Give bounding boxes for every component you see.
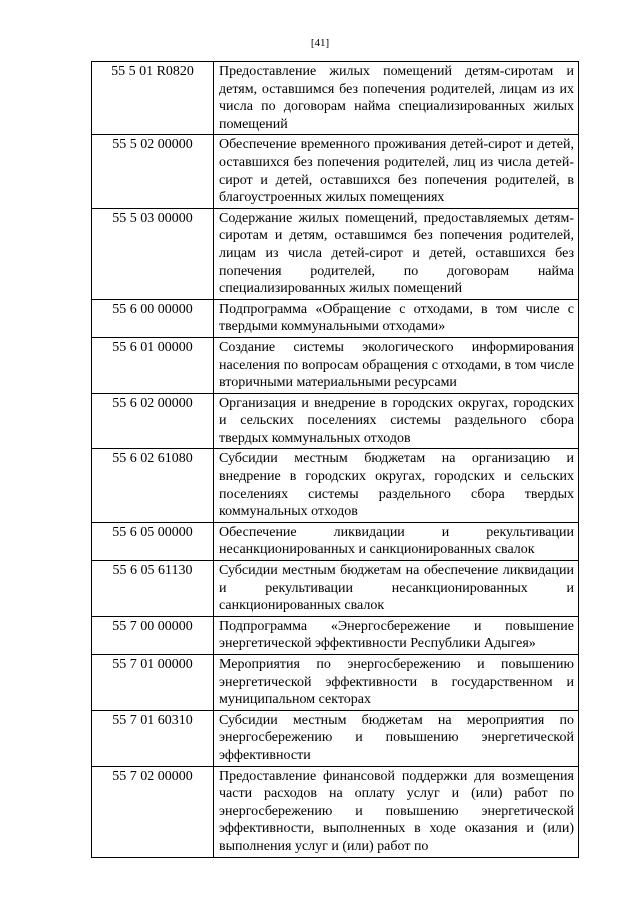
row-description: Организация и внедрение в городских округах, городских и сельских поселениях системы раздельного сбора твердых коммунальных отходов xyxy=(214,393,579,449)
row-code: 55 5 01 R0820 xyxy=(92,62,214,135)
table-row xyxy=(92,393,579,449)
row-code: 55 6 01 00000 xyxy=(92,337,214,393)
table-row xyxy=(92,449,579,522)
table-row xyxy=(92,655,579,711)
table-row xyxy=(92,337,579,393)
row-code: 55 6 02 00000 xyxy=(92,393,214,449)
row-description: Подпрограмма «Обращение с отходами, в том числе с твердыми коммунальными отходами» xyxy=(214,299,579,337)
table-row xyxy=(92,710,579,766)
row-code: 55 7 01 60310 xyxy=(92,710,214,766)
row-description: Создание системы экологического информирования населения по вопросам обращения с отходами, в том числе вторичными материальными ресурсами xyxy=(214,337,579,393)
row-description: Предоставление финансовой поддержки для возмещения части расходов на оплату услуг и (или) работ по энергосбережению и повышению энергетической эффективности, выполненных в ходе оказания и (или) выполнения услуг и (или) работ по xyxy=(214,766,579,857)
page-number: [41] xyxy=(310,37,330,49)
budget-codes-table xyxy=(91,61,579,858)
table-row xyxy=(92,616,579,654)
row-description: Обеспечение временного проживания детей-сирот и детей, оставшихся без попечения родителей, лиц из числа детей-сирот и детей, оставшихся без попечения родителей, в благоустроенных жилых помещениях xyxy=(214,135,579,208)
table-row xyxy=(92,299,579,337)
table-row xyxy=(92,561,579,617)
row-code: 55 6 02 61080 xyxy=(92,449,214,522)
table-row xyxy=(92,135,579,208)
row-description: Подпрограмма «Энергосбережение и повышение энергетической эффективности Республики Адыгея» xyxy=(214,616,579,654)
row-code: 55 7 00 00000 xyxy=(92,616,214,654)
row-description: Содержание жилых помещений, предоставляемых детям-сиротам и детям, оставшимся без попечения родителей, лицам из числа детей-сирот и детей, оставшихся без попечения родителей, по договорам найма специализированных жилых помещений xyxy=(214,208,579,299)
row-description: Предоставление жилых помещений детям-сиротам и детям, оставшимся без попечения родителей, лицам из их числа по договорам найма специализированных жилых помещений xyxy=(214,62,579,135)
row-description: Субсидии местным бюджетам на обеспечение ликвидации и рекультивации несанкционированных и санкционированных свалок xyxy=(214,561,579,617)
row-code: 55 5 02 00000 xyxy=(92,135,214,208)
row-code: 55 7 02 00000 xyxy=(92,766,214,857)
row-code: 55 6 05 61130 xyxy=(92,561,214,617)
row-description: Субсидии местным бюджетам на мероприятия по энергосбережению и повышению энергетической эффективности xyxy=(214,710,579,766)
table-row xyxy=(92,62,579,135)
table-row xyxy=(92,522,579,560)
row-code: 55 5 03 00000 xyxy=(92,208,214,299)
row-description: Субсидии местным бюджетам на организацию и внедрение в городских округах, городских и сельских поселениях системы раздельного сбора твердых коммунальных отходов xyxy=(214,449,579,522)
table-row xyxy=(92,208,579,299)
row-code: 55 6 00 00000 xyxy=(92,299,214,337)
row-code: 55 7 01 00000 xyxy=(92,655,214,711)
row-code: 55 6 05 00000 xyxy=(92,522,214,560)
row-description: Мероприятия по энергосбережению и повышению энергетической эффективности в государственном и муниципальном секторах xyxy=(214,655,579,711)
table-row xyxy=(92,766,579,857)
row-description: Обеспечение ликвидации и рекультивации несанкционированных и санкционированных свалок xyxy=(214,522,579,560)
